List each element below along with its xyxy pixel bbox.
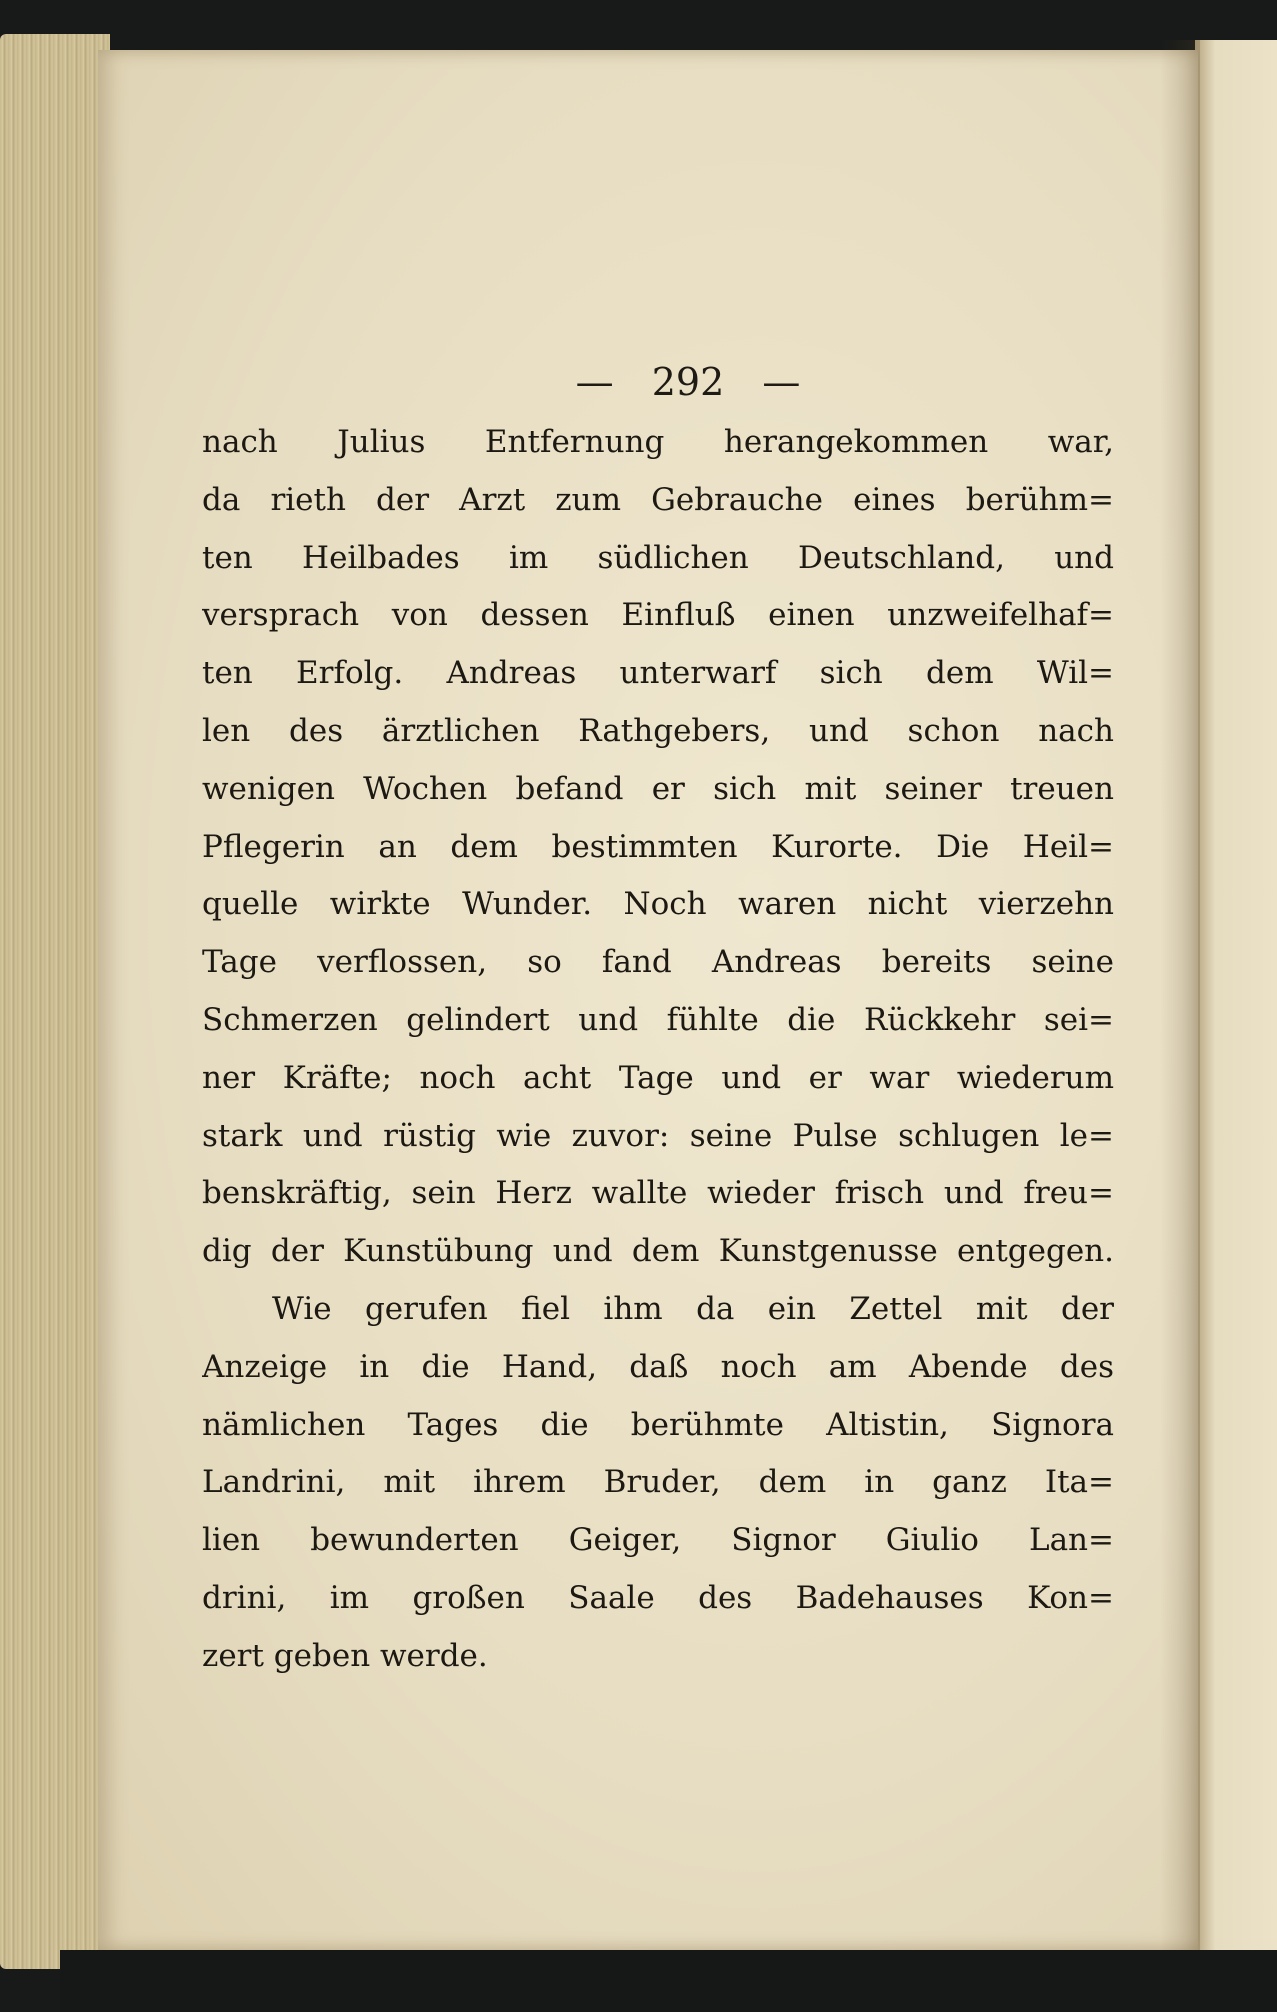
stacked-page-edges (0, 34, 110, 1969)
text-line: dig der Kunstübung und dem Kunstgenusse entgegen. (202, 1233, 1114, 1270)
page-header (138, 360, 1238, 404)
text-line: Tage verflossen, so fand Andreas bereits seine (202, 944, 1114, 981)
text-line: Anzeige in die Hand, daß noch am Abende des (202, 1348, 1114, 1385)
text-line: stark und rüstig wie zuvor: seine Pulse schlugen le= (202, 1117, 1114, 1154)
text-line: quelle wirkte Wunder. Noch waren nicht vierzehn (202, 886, 1114, 923)
text-line: Pflegerin an dem bestimmten Kurorte. Die Heil= (202, 828, 1114, 865)
text-line: nach Julius Entfernung herangekommen war, (202, 424, 1114, 460)
text-line: ten Heilbades im südlichen Deutschland, und (202, 539, 1114, 576)
body-text (202, 414, 1114, 1686)
text-line: versprach von dessen Einfluß einen unzweifelhaf= (202, 597, 1114, 634)
text-line: drini, im großen Saale des Badehauses Kon= (202, 1579, 1114, 1616)
text-line: nämlichen Tages die berühmte Altistin, Signora (202, 1406, 1114, 1443)
text-line: Landrini, mit ihrem Bruder, dem in ganz Ita= (202, 1464, 1114, 1501)
text-line: benskräftig, sein Herz wallte wieder frisch und freu= (202, 1175, 1114, 1212)
text-line: zert geben werde. (202, 1637, 488, 1674)
text-line: Wie gerufen fiel ihm da ein Zettel mit der (272, 1290, 1114, 1327)
paragraph-2 (202, 1281, 1114, 1686)
text-line: ten Erfolg. Andreas unterwarf sich dem Wil= (202, 655, 1114, 692)
text-line: wenigen Wochen befand er sich mit seiner treuen (202, 770, 1114, 807)
header-dash-right: — (762, 360, 801, 404)
text-line: lien bewunderten Geiger, Signor Giulio Lan= (202, 1522, 1114, 1559)
bottom-background (60, 1950, 1277, 2012)
text-line: Schmerzen gelindert und fühlte die Rückkehr sei= (202, 1001, 1114, 1038)
text-line: len des ärztlichen Rathgebers, und schon nach (202, 712, 1114, 749)
gutter-shadow (1160, 40, 1200, 1950)
paragraph-1 (202, 414, 1114, 1281)
facing-page-edge (1195, 40, 1277, 1950)
page-number: 292 (651, 360, 725, 404)
text-line: da rieth der Arzt zum Gebrauche eines berühm= (202, 481, 1114, 518)
header-dash-left: — (575, 360, 614, 404)
text-line: ner Kräfte; noch acht Tage und er war wiederum (202, 1059, 1114, 1096)
